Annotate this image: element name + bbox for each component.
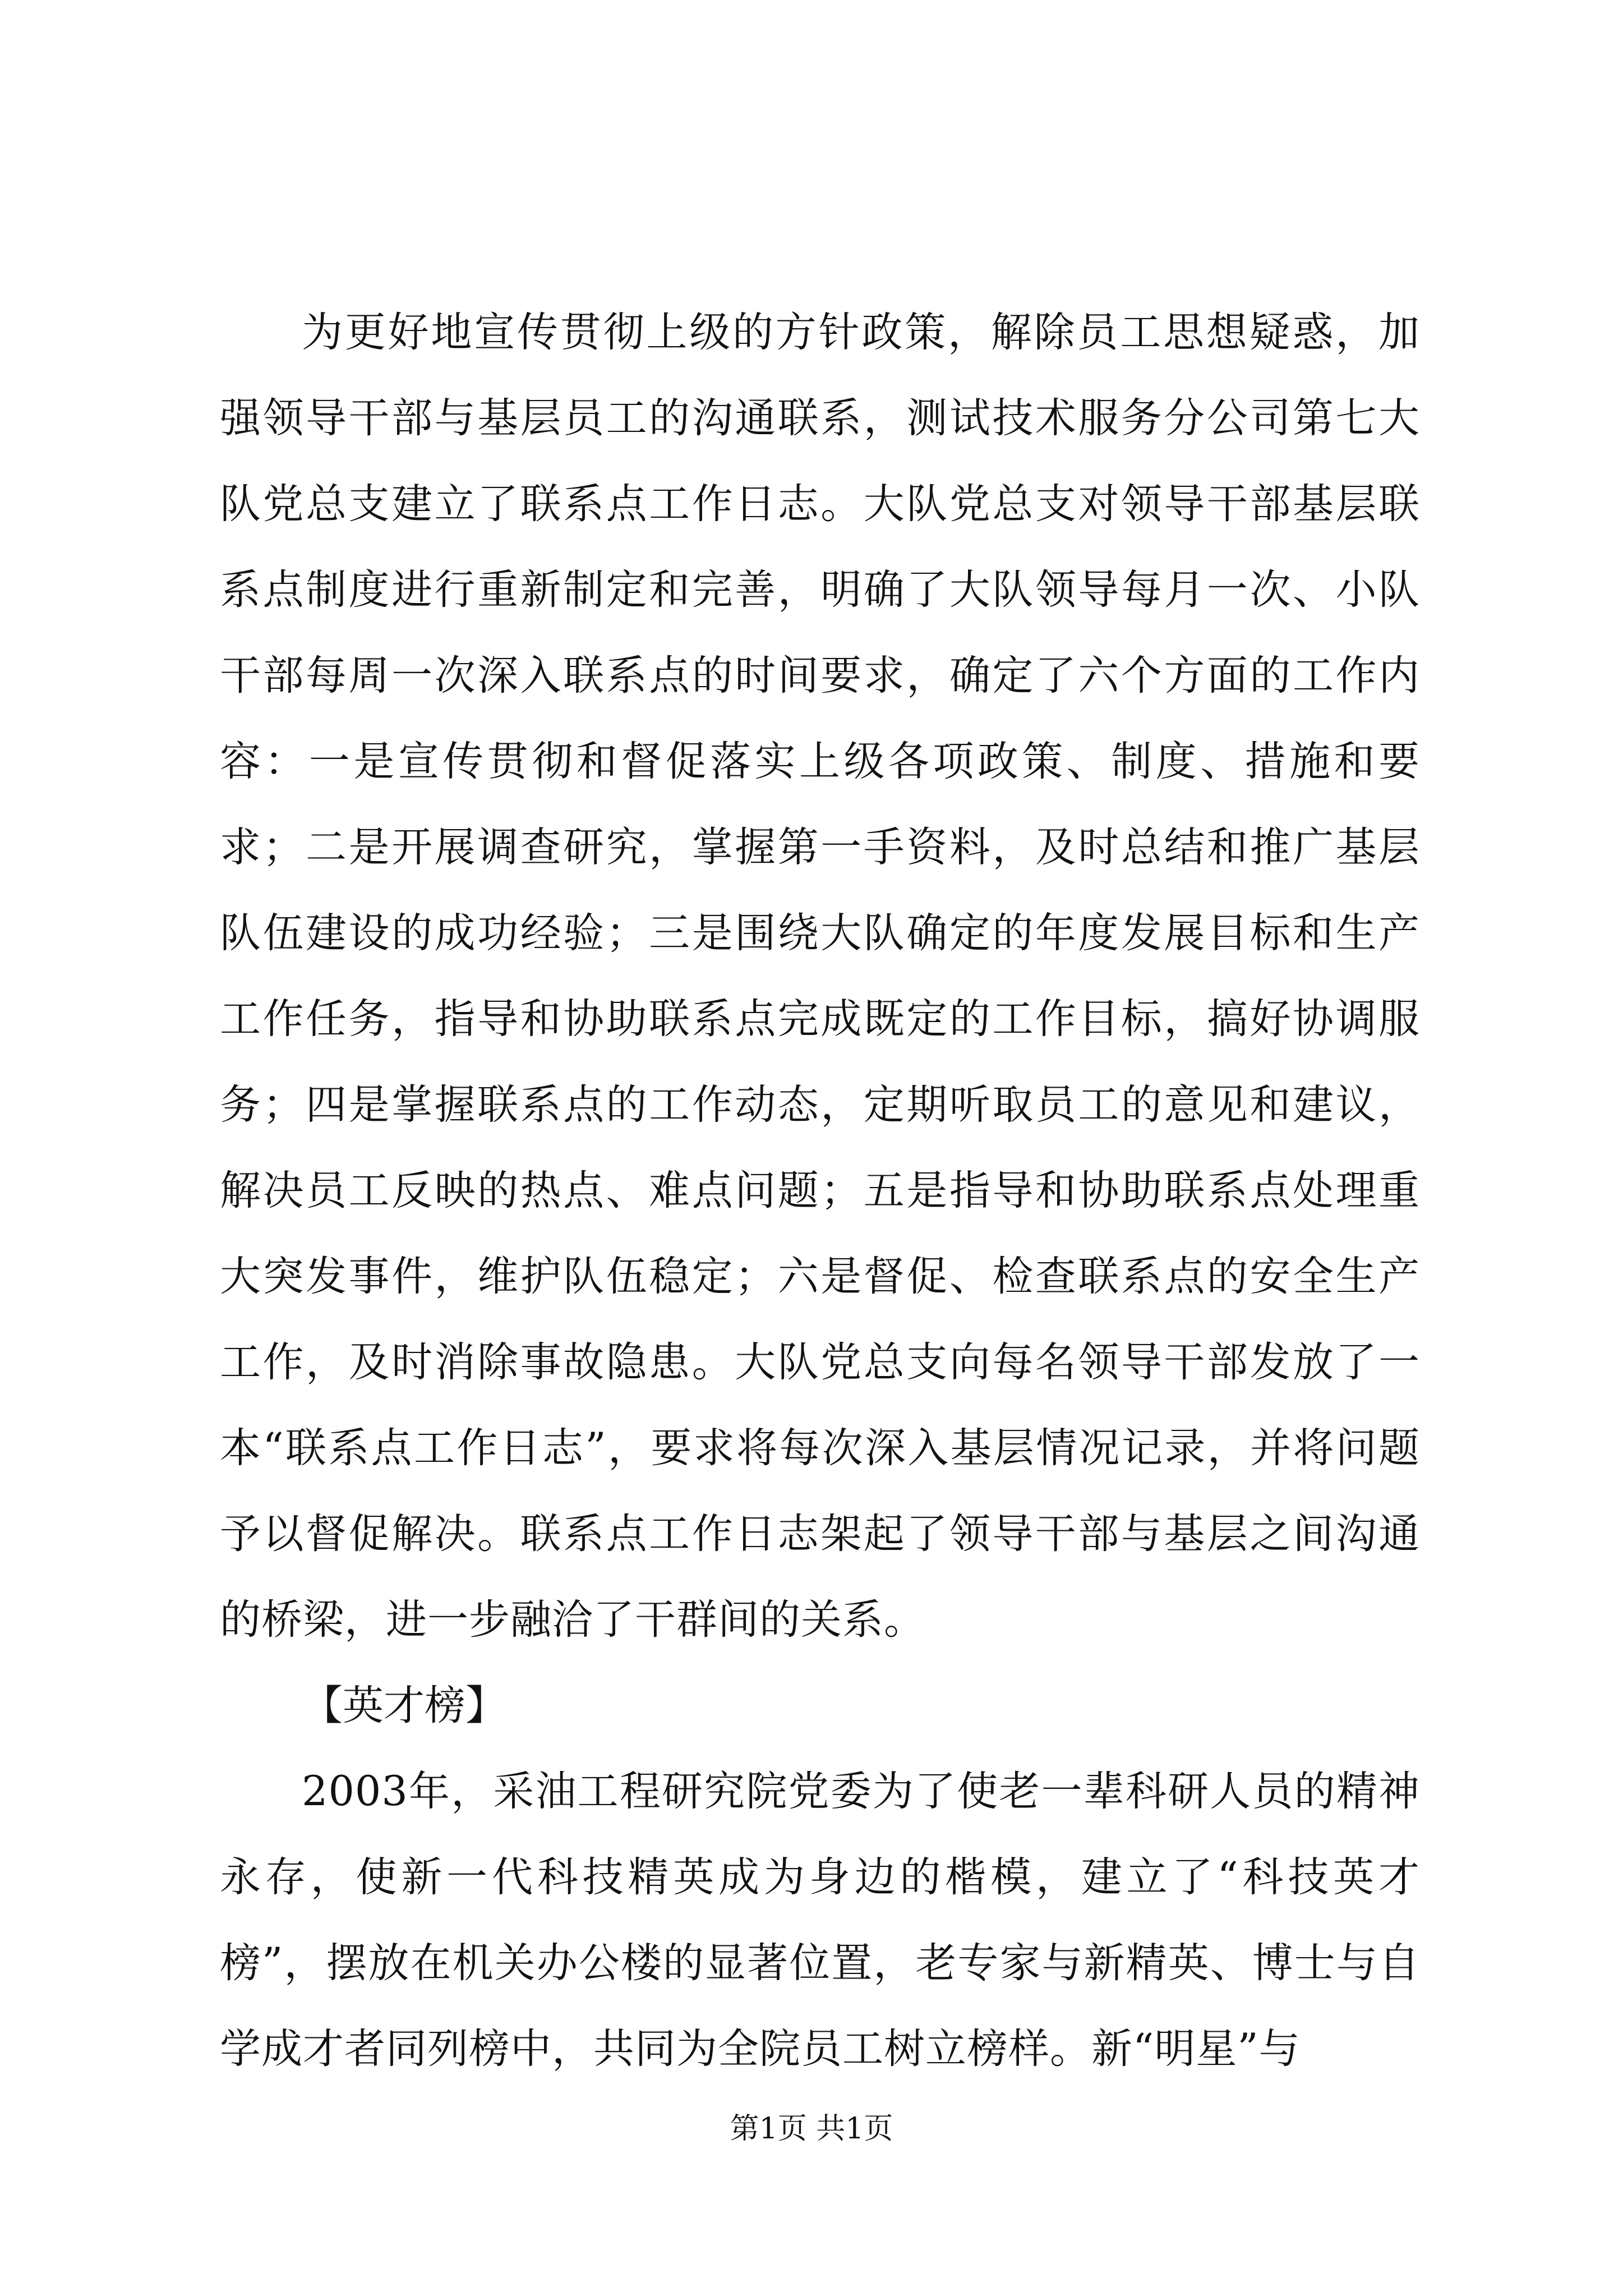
paragraph-liaison-log: 为更好地宣传贯彻上级的方针政策，解除员工思想疑惑，加强领导干部与基层员工的沟通联系，测试技术服务分公司第七大队党总支建立了联系点工作日志。大队党总支对领导干部基层联系点制度进行重新制定和完善，明确了大队领导每月一次、小队干部每周一次深入联系点的时间要求，确定了六个方面的工作内容：一是宣传贯彻和督促落实上级各项政策、制度、措施和要求；二是开展调查研究，掌握第一手资料，及时总结和推广基层队伍建设的成功经验；三是围绕大队确定的年度发展目标和生产工作任务，指导和协助联系点完成既定的工作目标，搞好协调服务；四是掌握联系点的工作动态，定期听取员工的意见和建议，解决员工反映的热点、难点问题；五是指导和协助联系点处理重大突发事件，维护队伍稳定；六是督促、检查联系点的安全生产工作，及时消除事故隐患。大队党总支向每名领导干部发放了一本“联系点工作日志”，要求将每次深入基层情况记录，并将问题予以督促解决。联系点工作日志架起了领导干部与基层之间沟通的桥梁，进一步融洽了干群间的关系。 (220, 309, 1420, 1644)
page-footer: 第1页 共1页 (730, 2112, 893, 2146)
paragraph-talent-board: 2003年，采油工程研究院党委为了使老一辈科研人员的精神永存，使新一代科技精英成为身边的楷模，建立了“科技英才榜”，摆放在机关办公楼的显著位置，老专家与新精英、博士与自学成才者同列榜中，共同为全院员工树立榜样。新“明星”与 (220, 1768, 1420, 2073)
document-body (220, 289, 1420, 2092)
section-heading: 【英才榜】 (302, 1682, 506, 1729)
